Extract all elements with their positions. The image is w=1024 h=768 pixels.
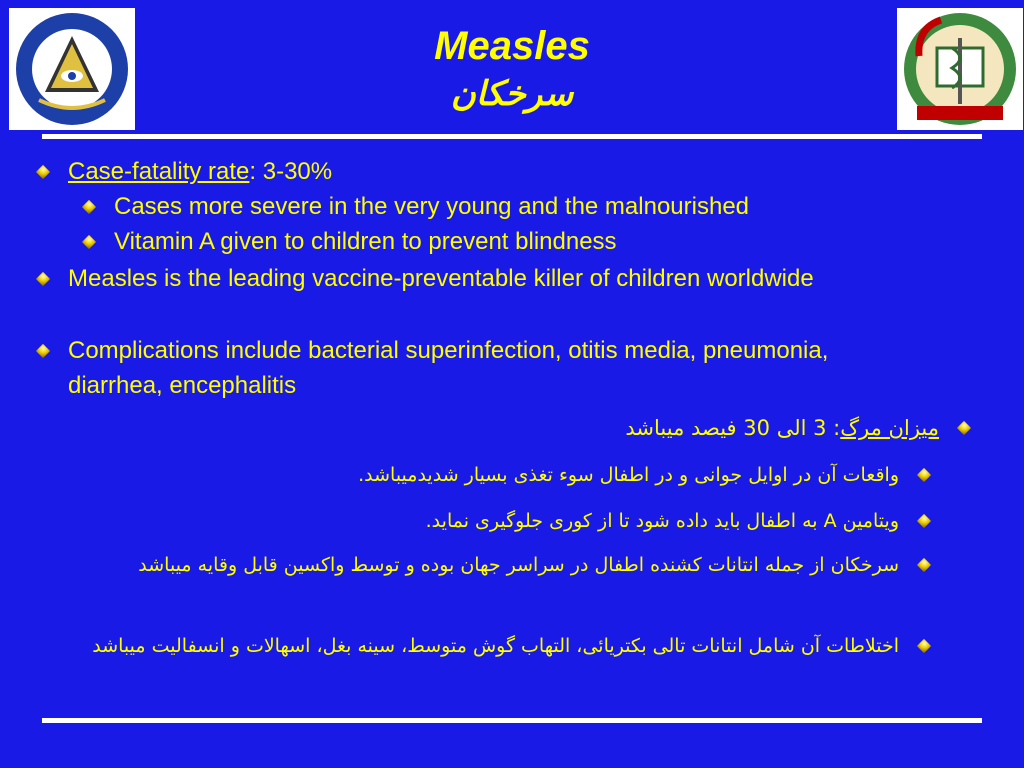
vitamin-a-text: Vitamin A given to children to prevent blindness [114,228,617,255]
english-bullet-leading-killer [68,261,868,296]
english-bullet-case-fatality [68,154,928,189]
severity-text: Cases more severe in the very young and the malnourished [114,193,750,220]
persian-subbullet-vaccine [19,546,899,584]
mortality-term: میزان مرگ [840,416,939,440]
persian-bullet-mortality [39,409,939,447]
persian-vitamin-a-text: ویتامین A به اطفال باید داده شود تا از کوری جلوگیری نماید. [425,510,899,532]
leading-killer-text: Measles is the leading vaccine-preventable killer of children worldwide [68,265,814,292]
persian-severity-text: واقعات آن در اوایل جوانی و در اطفال سوء تغذی بسیار شدیدمیباشد. [358,464,899,486]
slide-title-persian: سرخکان [450,74,574,114]
diamond-bullet-icon [917,558,931,572]
diamond-bullet-icon [917,468,931,482]
persian-complications-text: اختلاطات آن شامل انتانات تالی بکتریائی، التهاب گوش متوسط، سینه بغل، اسهالات و انسفالیت میباشد [92,635,899,657]
persian-subbullet-severity [19,456,899,494]
persian-subbullet-complications [19,627,899,665]
bottom-divider [42,718,982,723]
english-subbullet-severity [114,189,974,224]
complications-text: Complications include bacterial superinfection, otitis media, pneumonia, diarrhea, encephalitis [68,337,829,399]
diamond-bullet-icon [957,421,971,435]
mortality-value: : 3 الی 30 فیصد میباشد [625,416,841,440]
english-subbullet-vitamin-a [114,224,974,259]
english-bullet-complications [68,333,868,403]
case-fatality-term: Case-fatality rate [68,158,250,185]
case-fatality-value: : 3-30% [249,158,333,185]
diamond-bullet-icon [917,639,931,653]
diamond-bullet-icon [82,235,96,249]
diamond-bullet-icon [36,272,50,286]
diamond-bullet-icon [36,165,50,179]
diamond-bullet-icon [917,514,931,528]
top-divider [42,134,982,139]
persian-vaccine-text: سرخکان از جمله انتانات کشنده اطفال در سراسر جهان بوده و توسط واکسین قابل وقایه میباشد [138,554,899,576]
diamond-bullet-icon [36,344,50,358]
diamond-bullet-icon [82,200,96,214]
persian-subbullet-vitamin-a [19,502,899,540]
slide-title: Measles [434,24,590,68]
